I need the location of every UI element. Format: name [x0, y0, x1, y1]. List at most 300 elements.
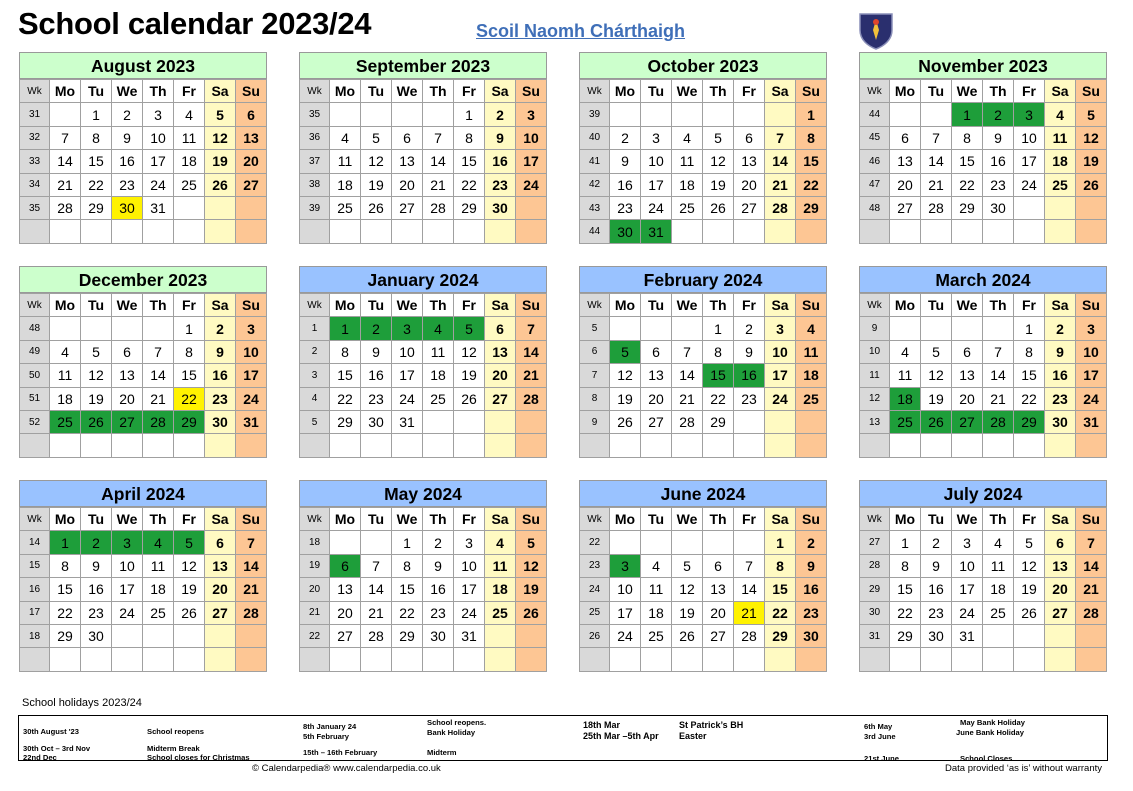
day-header: Mo	[50, 508, 81, 531]
day-cell: 24	[516, 173, 547, 196]
day-cell: 23	[983, 173, 1014, 196]
day-cell: 19	[361, 173, 392, 196]
week-number: 2	[300, 340, 330, 363]
day-cell	[641, 531, 672, 554]
day-cell: 11	[174, 126, 205, 149]
day-header: We	[952, 80, 983, 103]
day-cell: 11	[423, 340, 454, 363]
week-number: 34	[20, 173, 50, 196]
day-cell	[765, 648, 796, 671]
day-header: Sa	[485, 508, 516, 531]
day-cell: 24	[765, 387, 796, 410]
day-cell: 10	[236, 340, 267, 363]
week-row	[20, 531, 267, 554]
day-cell: 16	[112, 150, 143, 173]
day-cell: 28	[236, 601, 267, 624]
day-header: Mo	[890, 294, 921, 317]
day-cell: 30	[81, 624, 112, 647]
day-cell: 10	[1014, 126, 1045, 149]
week-number: 14	[20, 531, 50, 554]
day-cell: 3	[610, 554, 641, 577]
holiday-desc: School reopens.	[427, 718, 487, 727]
month-1	[299, 52, 547, 244]
day-cell	[423, 434, 454, 457]
warranty-footer: Data provided ‘as is’ without warranty	[945, 763, 1102, 774]
week-row	[300, 364, 547, 387]
day-cell: 26	[516, 601, 547, 624]
day-header: Wk	[580, 294, 610, 317]
day-cell: 27	[392, 196, 423, 219]
week-number: 31	[860, 624, 890, 647]
day-cell: 5	[672, 554, 703, 577]
day-cell	[672, 103, 703, 126]
day-cell	[1076, 220, 1107, 243]
day-cell: 9	[1045, 340, 1076, 363]
day-cell: 18	[423, 364, 454, 387]
day-cell: 10	[516, 126, 547, 149]
day-cell: 8	[392, 554, 423, 577]
day-header: We	[952, 508, 983, 531]
day-header: Mo	[50, 80, 81, 103]
day-cell: 17	[1076, 364, 1107, 387]
day-header: Sa	[1045, 294, 1076, 317]
week-number: 29	[860, 578, 890, 601]
day-header: We	[672, 508, 703, 531]
month-title: August 2023	[19, 52, 267, 79]
week-row	[580, 103, 827, 126]
holiday-desc: School reopens	[147, 727, 204, 736]
day-cell	[330, 220, 361, 243]
week-row	[580, 173, 827, 196]
day-cell: 19	[672, 601, 703, 624]
day-cell: 27	[485, 387, 516, 410]
day-cell: 22	[765, 601, 796, 624]
day-cell: 23	[205, 387, 236, 410]
day-cell: 31	[392, 410, 423, 433]
day-cell: 3	[1076, 317, 1107, 340]
day-cell: 24	[236, 387, 267, 410]
week-number: 36	[300, 126, 330, 149]
school-name-link[interactable]: Scoil Naomh Chárthaigh	[476, 21, 686, 41]
day-cell	[641, 317, 672, 340]
day-cell: 20	[112, 387, 143, 410]
day-cell: 2	[610, 126, 641, 149]
day-cell: 1	[796, 103, 827, 126]
day-header: Wk	[300, 80, 330, 103]
week-row	[860, 410, 1107, 433]
week-number: 1	[300, 317, 330, 340]
day-header: We	[112, 294, 143, 317]
week-row	[20, 364, 267, 387]
day-cell: 15	[50, 578, 81, 601]
day-cell	[516, 220, 547, 243]
day-header: Fr	[1014, 80, 1045, 103]
day-cell	[796, 220, 827, 243]
week-number: 12	[860, 387, 890, 410]
day-cell: 22	[330, 387, 361, 410]
day-cell: 23	[81, 601, 112, 624]
month-table	[859, 79, 1107, 244]
day-cell	[485, 410, 516, 433]
day-header: Su	[1076, 508, 1107, 531]
day-cell: 17	[143, 150, 174, 173]
day-cell: 8	[796, 126, 827, 149]
week-number: 45	[860, 126, 890, 149]
day-cell: 17	[516, 150, 547, 173]
day-cell: 20	[1045, 578, 1076, 601]
day-cell	[485, 220, 516, 243]
day-cell: 31	[952, 624, 983, 647]
day-cell: 29	[81, 196, 112, 219]
day-cell: 31	[454, 624, 485, 647]
day-cell: 19	[174, 578, 205, 601]
day-cell: 26	[205, 173, 236, 196]
day-cell	[952, 317, 983, 340]
week-number: 28	[860, 554, 890, 577]
week-number	[20, 648, 50, 671]
day-cell	[703, 648, 734, 671]
holiday-date: 22nd Dec	[23, 753, 57, 762]
day-cell: 28	[423, 196, 454, 219]
week-number: 22	[580, 531, 610, 554]
month-title: April 2024	[19, 480, 267, 507]
day-cell: 31	[641, 220, 672, 243]
day-cell	[50, 317, 81, 340]
week-number: 51	[20, 387, 50, 410]
day-cell	[672, 317, 703, 340]
day-cell: 30	[983, 196, 1014, 219]
day-cell	[641, 103, 672, 126]
day-cell	[921, 648, 952, 671]
day-header: Th	[423, 80, 454, 103]
day-header: Th	[983, 80, 1014, 103]
day-cell: 11	[143, 554, 174, 577]
holiday-date: 18th Mar	[583, 720, 621, 730]
day-cell: 18	[50, 387, 81, 410]
day-cell: 13	[952, 364, 983, 387]
day-cell: 18	[890, 387, 921, 410]
day-cell: 12	[672, 578, 703, 601]
day-cell	[1045, 196, 1076, 219]
week-number: 52	[20, 410, 50, 433]
day-cell	[1045, 624, 1076, 647]
week-row	[20, 387, 267, 410]
holiday-desc: Easter	[679, 731, 707, 741]
day-cell: 24	[143, 173, 174, 196]
day-cell: 21	[1076, 578, 1107, 601]
day-cell: 8	[174, 340, 205, 363]
day-cell: 30	[1045, 410, 1076, 433]
day-cell	[205, 196, 236, 219]
day-cell: 21	[734, 601, 765, 624]
day-cell	[734, 220, 765, 243]
day-cell: 13	[485, 340, 516, 363]
week-number: 39	[300, 196, 330, 219]
day-cell: 8	[1014, 340, 1045, 363]
day-cell	[921, 434, 952, 457]
day-cell	[236, 648, 267, 671]
day-cell: 29	[50, 624, 81, 647]
week-number: 24	[580, 578, 610, 601]
day-cell: 27	[890, 196, 921, 219]
day-cell: 9	[796, 554, 827, 577]
week-row	[300, 126, 547, 149]
day-header: Fr	[174, 508, 205, 531]
day-cell: 13	[703, 578, 734, 601]
day-cell: 14	[361, 578, 392, 601]
day-cell: 23	[796, 601, 827, 624]
week-row	[580, 317, 827, 340]
day-cell	[1045, 220, 1076, 243]
week-number: 15	[20, 554, 50, 577]
day-cell	[112, 648, 143, 671]
day-cell: 22	[952, 173, 983, 196]
day-cell: 7	[143, 340, 174, 363]
day-cell: 18	[485, 578, 516, 601]
holiday-desc: June Bank Holiday	[956, 728, 1024, 737]
day-cell: 17	[112, 578, 143, 601]
day-cell: 28	[516, 387, 547, 410]
day-cell	[174, 624, 205, 647]
day-cell: 28	[921, 196, 952, 219]
day-cell: 5	[516, 531, 547, 554]
day-cell	[143, 317, 174, 340]
holiday-date: 15th – 16th February	[303, 748, 378, 757]
week-number: 9	[580, 410, 610, 433]
day-cell	[143, 220, 174, 243]
day-cell: 28	[50, 196, 81, 219]
day-cell	[174, 220, 205, 243]
day-cell: 10	[454, 554, 485, 577]
day-header: Tu	[921, 294, 952, 317]
month-table	[19, 79, 267, 244]
day-cell: 11	[890, 364, 921, 387]
day-cell: 6	[641, 340, 672, 363]
day-header: Tu	[921, 508, 952, 531]
day-cell	[1014, 434, 1045, 457]
day-cell: 12	[361, 150, 392, 173]
day-cell: 4	[983, 531, 1014, 554]
month-title: May 2024	[299, 480, 547, 507]
week-row	[300, 317, 547, 340]
day-cell: 17	[392, 364, 423, 387]
day-cell: 19	[1076, 150, 1107, 173]
month-title: June 2024	[579, 480, 827, 507]
week-number: 7	[580, 364, 610, 387]
week-number: 44	[580, 220, 610, 243]
day-cell: 28	[1076, 601, 1107, 624]
day-cell	[952, 648, 983, 671]
day-header: Sa	[1045, 508, 1076, 531]
day-header: Su	[516, 508, 547, 531]
day-cell: 14	[672, 364, 703, 387]
day-cell	[236, 624, 267, 647]
day-cell	[890, 103, 921, 126]
day-cell: 25	[143, 601, 174, 624]
holiday-desc: School Closes	[960, 754, 1013, 763]
day-cell	[81, 648, 112, 671]
week-row	[20, 173, 267, 196]
week-number	[20, 434, 50, 457]
week-row	[300, 150, 547, 173]
day-cell	[516, 648, 547, 671]
day-cell	[765, 434, 796, 457]
week-row	[860, 220, 1107, 243]
week-number: 9	[860, 317, 890, 340]
day-cell: 10	[143, 126, 174, 149]
month-0	[19, 52, 267, 244]
day-cell: 24	[610, 624, 641, 647]
week-number	[300, 220, 330, 243]
day-cell: 16	[81, 578, 112, 601]
day-cell: 2	[796, 531, 827, 554]
day-cell: 4	[672, 126, 703, 149]
day-cell	[516, 434, 547, 457]
week-row	[300, 387, 547, 410]
day-cell	[983, 624, 1014, 647]
week-row	[300, 340, 547, 363]
day-cell: 22	[454, 173, 485, 196]
day-cell: 12	[1014, 554, 1045, 577]
day-cell: 25	[174, 173, 205, 196]
day-cell	[890, 317, 921, 340]
day-cell: 20	[734, 173, 765, 196]
day-cell: 2	[205, 317, 236, 340]
day-cell: 20	[703, 601, 734, 624]
week-row	[20, 150, 267, 173]
day-cell: 5	[174, 531, 205, 554]
day-header: Mo	[50, 294, 81, 317]
day-cell: 3	[454, 531, 485, 554]
day-cell: 9	[734, 340, 765, 363]
week-row	[860, 531, 1107, 554]
week-row	[300, 103, 547, 126]
day-cell: 3	[952, 531, 983, 554]
week-number: 17	[20, 601, 50, 624]
day-cell: 25	[50, 410, 81, 433]
day-header: Su	[516, 80, 547, 103]
week-row	[860, 196, 1107, 219]
day-cell	[50, 434, 81, 457]
day-cell: 8	[703, 340, 734, 363]
day-header: Sa	[765, 80, 796, 103]
day-cell: 23	[485, 173, 516, 196]
holiday-date: 3rd June	[864, 732, 896, 741]
day-cell: 13	[205, 554, 236, 577]
week-number: 37	[300, 150, 330, 173]
day-cell: 30	[485, 196, 516, 219]
day-header: Tu	[641, 508, 672, 531]
day-cell: 25	[796, 387, 827, 410]
day-cell	[983, 317, 1014, 340]
day-cell: 10	[952, 554, 983, 577]
day-cell: 10	[112, 554, 143, 577]
day-cell: 7	[765, 126, 796, 149]
day-cell: 8	[890, 554, 921, 577]
day-cell: 12	[454, 340, 485, 363]
day-header: Su	[236, 294, 267, 317]
month-title: July 2024	[859, 480, 1107, 507]
day-cell: 21	[50, 173, 81, 196]
day-header: Th	[703, 80, 734, 103]
day-cell: 6	[236, 103, 267, 126]
week-row	[300, 648, 547, 671]
day-cell: 2	[734, 317, 765, 340]
day-cell	[50, 648, 81, 671]
day-cell: 1	[81, 103, 112, 126]
day-cell: 18	[672, 173, 703, 196]
day-cell: 27	[1045, 601, 1076, 624]
day-cell: 30	[423, 624, 454, 647]
day-cell: 4	[423, 317, 454, 340]
week-row	[580, 387, 827, 410]
day-header: Sa	[485, 80, 516, 103]
day-cell: 6	[734, 126, 765, 149]
day-cell	[1014, 624, 1045, 647]
day-cell	[50, 220, 81, 243]
day-cell: 17	[454, 578, 485, 601]
day-cell	[205, 434, 236, 457]
day-cell: 2	[485, 103, 516, 126]
day-header: Sa	[485, 294, 516, 317]
day-cell: 4	[796, 317, 827, 340]
day-cell: 9	[112, 126, 143, 149]
day-header: Fr	[734, 294, 765, 317]
day-cell: 11	[330, 150, 361, 173]
day-cell: 15	[174, 364, 205, 387]
day-cell: 8	[330, 340, 361, 363]
day-cell: 8	[454, 126, 485, 149]
day-cell: 17	[952, 578, 983, 601]
day-cell: 4	[641, 554, 672, 577]
week-number: 8	[580, 387, 610, 410]
day-cell: 12	[205, 126, 236, 149]
day-cell: 3	[765, 317, 796, 340]
day-header: We	[392, 294, 423, 317]
day-cell	[454, 410, 485, 433]
day-cell: 6	[703, 554, 734, 577]
day-cell: 16	[361, 364, 392, 387]
day-cell: 15	[392, 578, 423, 601]
day-cell: 14	[50, 150, 81, 173]
holiday-date: 21st June	[864, 754, 900, 763]
day-header: Su	[796, 294, 827, 317]
day-cell: 13	[734, 150, 765, 173]
day-cell: 18	[796, 364, 827, 387]
month-title: November 2023	[859, 52, 1107, 79]
week-number: 25	[580, 601, 610, 624]
day-header: Tu	[81, 80, 112, 103]
week-row	[20, 410, 267, 433]
day-cell: 27	[734, 196, 765, 219]
week-number: 39	[580, 103, 610, 126]
day-cell	[516, 410, 547, 433]
day-header: Th	[143, 294, 174, 317]
day-cell: 10	[641, 150, 672, 173]
day-cell	[50, 103, 81, 126]
day-cell	[672, 648, 703, 671]
week-row	[580, 220, 827, 243]
day-cell: 12	[703, 150, 734, 173]
day-cell	[112, 624, 143, 647]
day-cell	[392, 648, 423, 671]
day-cell: 7	[50, 126, 81, 149]
week-number: 18	[20, 624, 50, 647]
week-row	[300, 578, 547, 601]
day-cell: 25	[672, 196, 703, 219]
week-number: 26	[580, 624, 610, 647]
day-header: Mo	[330, 508, 361, 531]
